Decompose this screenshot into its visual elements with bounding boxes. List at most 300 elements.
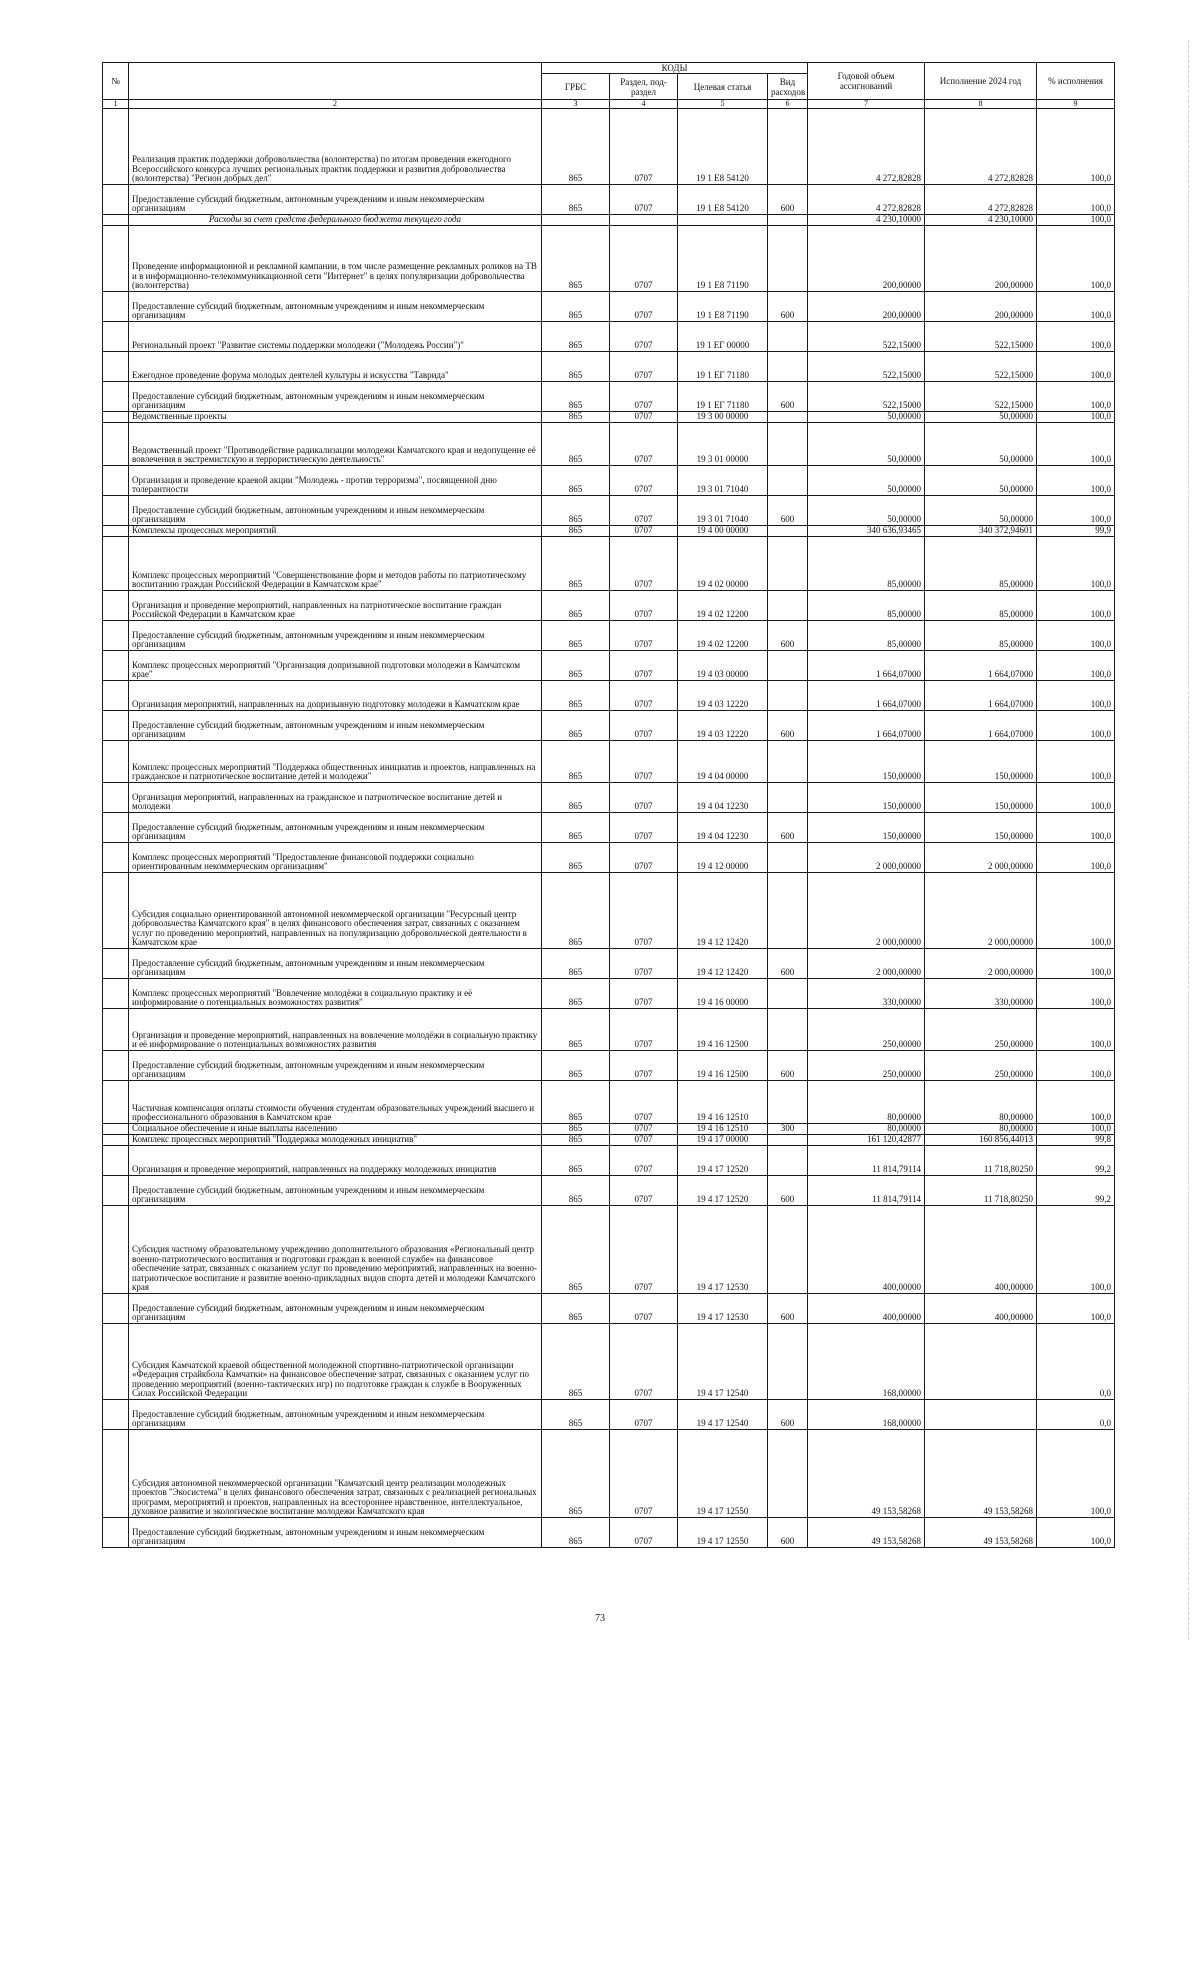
percent-cell: 100,0 <box>1037 185 1115 215</box>
table-row <box>103 1051 1115 1081</box>
expense-type-cell <box>768 873 808 949</box>
table-row <box>103 711 1115 741</box>
section-cell: 0707 <box>610 979 678 1009</box>
target-cell: 19 3 01 00000 <box>678 423 768 466</box>
grbs-cell: 865 <box>542 1206 610 1294</box>
expense-type-cell: 600 <box>768 949 808 979</box>
table-row <box>103 185 1115 215</box>
percent-cell: 100,0 <box>1037 813 1115 843</box>
execution-cell: 1 664,07000 <box>925 651 1037 681</box>
grbs-cell: 865 <box>542 783 610 813</box>
table-row <box>103 1324 1115 1400</box>
plan-cell: 2 000,00000 <box>808 843 925 873</box>
target-cell: 19 4 17 12540 <box>678 1324 768 1400</box>
expense-type-cell <box>768 1324 808 1400</box>
plan-cell: 340 636,93465 <box>808 526 925 537</box>
table-row <box>103 466 1115 496</box>
target-cell: 19 1 Е8 71190 <box>678 292 768 322</box>
grbs-cell: 865 <box>542 1294 610 1324</box>
execution-cell: 80,00000 <box>925 1081 1037 1124</box>
percent-cell: 100,0 <box>1037 412 1115 423</box>
expense-type-cell <box>768 1146 808 1176</box>
percent-cell: 100,0 <box>1037 949 1115 979</box>
plan-cell: 1 664,07000 <box>808 711 925 741</box>
grbs-cell: 865 <box>542 1518 610 1548</box>
grbs-cell: 865 <box>542 526 610 537</box>
expense-type-cell <box>768 423 808 466</box>
section-cell: 0707 <box>610 496 678 526</box>
target-cell: 19 4 03 12220 <box>678 681 768 711</box>
target-cell: 19 4 12 12420 <box>678 949 768 979</box>
target-cell: 19 4 17 12520 <box>678 1146 768 1176</box>
expense-type-cell: 600 <box>768 1400 808 1430</box>
execution-cell <box>925 1400 1037 1430</box>
num-cell <box>103 1135 129 1146</box>
section-cell: 0707 <box>610 621 678 651</box>
target-cell: 19 4 17 12530 <box>678 1206 768 1294</box>
percent-cell: 100,0 <box>1037 711 1115 741</box>
plan-cell: 250,00000 <box>808 1051 925 1081</box>
percent-cell: 100,0 <box>1037 741 1115 783</box>
description-cell: Ежегодное проведение форума молодых деятелей культуры и искусства "Таврида" <box>129 352 542 382</box>
percent-cell: 100,0 <box>1037 873 1115 949</box>
grbs-cell: 865 <box>542 813 610 843</box>
plan-cell: 85,00000 <box>808 591 925 621</box>
target-cell: 19 1 Е8 71190 <box>678 226 768 292</box>
plan-cell: 80,00000 <box>808 1081 925 1124</box>
grbs-cell: 865 <box>542 741 610 783</box>
description-cell: Организация мероприятий, направленных на допризывную подготовку молодежи в Камчатском крае <box>129 681 542 711</box>
num-cell <box>103 681 129 711</box>
num-cell <box>103 292 129 322</box>
num-cell <box>103 813 129 843</box>
description-cell: Организация и проведение мероприятий, направленных на патриотическое воспитание граждан Российской Федерации в Камчатском крае <box>129 591 542 621</box>
target-cell: 19 4 17 12550 <box>678 1518 768 1548</box>
num-cell <box>103 423 129 466</box>
execution-cell <box>925 1324 1037 1400</box>
section-cell: 0707 <box>610 109 678 185</box>
plan-cell: 200,00000 <box>808 226 925 292</box>
grbs-cell <box>542 215 610 226</box>
expense-type-cell <box>768 843 808 873</box>
description-cell: Субсидия социально ориентированной автономной некоммерческой организации "Ресурсный центр добровольчества Камчатского края" в целях финансового обеспечения затрат, связанных с оказанием услуг по проведению мероприятий, направленных на популяризацию добровольческой деятельности в Камчатском крае <box>129 873 542 949</box>
percent-cell: 0,0 <box>1037 1324 1115 1400</box>
scan-edge-line <box>1188 40 1189 1640</box>
section-cell <box>610 215 678 226</box>
description-cell: Субсидия частному образовательному учреждению дополнительного образования «Региональный центр военно-патриотического воспитания и подготовки граждан к военной службе» на финансовое обеспечение затрат, связанных с оказанием услуг по проведению мероприятий, направленных на военно-патриотическое воспитание и развитие военно-прикладных видов спорта детей и молодежи Камчатского края <box>129 1206 542 1294</box>
plan-cell: 2 000,00000 <box>808 949 925 979</box>
num-cell <box>103 1081 129 1124</box>
description-cell: Предоставление субсидий бюджетным, автономным учреждениям и иным некоммерческим организациям <box>129 382 542 412</box>
percent-cell: 100,0 <box>1037 1124 1115 1135</box>
grbs-cell: 865 <box>542 651 610 681</box>
execution-cell: 50,00000 <box>925 496 1037 526</box>
section-cell: 0707 <box>610 591 678 621</box>
section-cell: 0707 <box>610 423 678 466</box>
num-cell <box>103 1294 129 1324</box>
num-cell <box>103 1009 129 1051</box>
grbs-cell: 865 <box>542 352 610 382</box>
execution-cell: 80,00000 <box>925 1124 1037 1135</box>
expense-type-cell: 600 <box>768 185 808 215</box>
num-cell <box>103 1146 129 1176</box>
grbs-cell: 865 <box>542 382 610 412</box>
expense-type-cell: 300 <box>768 1124 808 1135</box>
plan-cell: 200,00000 <box>808 292 925 322</box>
description-cell: Социальное обеспечение и иные выплаты населению <box>129 1124 542 1135</box>
table-row <box>103 843 1115 873</box>
target-cell: 19 4 17 00000 <box>678 1135 768 1146</box>
expense-type-cell <box>768 537 808 591</box>
execution-cell: 522,15000 <box>925 352 1037 382</box>
num-cell <box>103 1324 129 1400</box>
table-row <box>103 979 1115 1009</box>
description-cell: Комплекс процессных мероприятий "Организация допризывной подготовки молодежи в Камчатском крае" <box>129 651 542 681</box>
description-cell: Предоставление субсидий бюджетным, автономным учреждениям и иным некоммерческим организациям <box>129 1176 542 1206</box>
plan-cell: 150,00000 <box>808 741 925 783</box>
header-grbs: ГРБС <box>542 74 610 100</box>
percent-cell: 100,0 <box>1037 1430 1115 1518</box>
description-cell: Предоставление субсидий бюджетным, автономным учреждениям и иным некоммерческим организациям <box>129 1051 542 1081</box>
grbs-cell: 865 <box>542 466 610 496</box>
description-cell: Проведение информационной и рекламной кампании, в том числе размещение рекламных роликов на ТВ и в информационно-телекоммуникационной сети "Интернет" в целях популяризации добровольчества (волонтерства) <box>129 226 542 292</box>
header-description <box>129 63 542 100</box>
target-cell: 19 3 00 00000 <box>678 412 768 423</box>
col-number: 9 <box>1037 100 1115 109</box>
plan-cell: 250,00000 <box>808 1009 925 1051</box>
section-cell: 0707 <box>610 813 678 843</box>
table-row <box>103 537 1115 591</box>
execution-cell: 200,00000 <box>925 226 1037 292</box>
expense-type-cell <box>768 681 808 711</box>
execution-cell: 1 664,07000 <box>925 681 1037 711</box>
grbs-cell: 865 <box>542 292 610 322</box>
num-cell <box>103 382 129 412</box>
target-cell: 19 4 00 00000 <box>678 526 768 537</box>
target-cell: 19 4 12 12420 <box>678 873 768 949</box>
section-cell: 0707 <box>610 466 678 496</box>
target-cell: 19 4 04 12230 <box>678 783 768 813</box>
percent-cell: 100,0 <box>1037 226 1115 292</box>
percent-cell: 100,0 <box>1037 1081 1115 1124</box>
percent-cell: 99,8 <box>1037 1135 1115 1146</box>
grbs-cell: 865 <box>542 1430 610 1518</box>
execution-cell: 49 153,58268 <box>925 1518 1037 1548</box>
execution-cell: 400,00000 <box>925 1206 1037 1294</box>
percent-cell: 100,0 <box>1037 843 1115 873</box>
percent-cell: 100,0 <box>1037 651 1115 681</box>
num-cell <box>103 526 129 537</box>
plan-cell: 11 814,79114 <box>808 1176 925 1206</box>
budget-report-sheet <box>102 62 1114 1548</box>
execution-cell: 250,00000 <box>925 1009 1037 1051</box>
plan-cell: 330,00000 <box>808 979 925 1009</box>
expense-type-cell: 600 <box>768 1294 808 1324</box>
plan-cell: 49 153,58268 <box>808 1518 925 1548</box>
execution-cell: 522,15000 <box>925 322 1037 352</box>
description-cell: Комплекс процессных мероприятий "Поддержка общественных инициатив и проектов, направленных на гражданское и патриотическое воспитание детей и молодежи" <box>129 741 542 783</box>
table-row <box>103 292 1115 322</box>
execution-cell: 85,00000 <box>925 591 1037 621</box>
description-cell: Организация и проведение мероприятий, направленных на вовлечение молодёжи в социальную практику и её информирование о потенциальных возможностях развития <box>129 1009 542 1051</box>
expense-type-cell <box>768 526 808 537</box>
grbs-cell: 865 <box>542 873 610 949</box>
percent-cell: 100,0 <box>1037 621 1115 651</box>
plan-cell: 168,00000 <box>808 1400 925 1430</box>
plan-cell: 4 230,10000 <box>808 215 925 226</box>
section-cell: 0707 <box>610 949 678 979</box>
grbs-cell: 865 <box>542 1081 610 1124</box>
percent-cell: 100,0 <box>1037 979 1115 1009</box>
description-cell: Ведомственный проект "Противодействие радикализации молодежи Камчатского края и недопущение её вовлечения в экстремистскую и террористическую деятельность" <box>129 423 542 466</box>
table-row <box>103 1081 1115 1124</box>
grbs-cell: 865 <box>542 226 610 292</box>
grbs-cell: 865 <box>542 496 610 526</box>
num-cell <box>103 591 129 621</box>
table-row <box>103 1176 1115 1206</box>
execution-cell: 2 000,00000 <box>925 873 1037 949</box>
target-cell: 19 4 16 12510 <box>678 1081 768 1124</box>
grbs-cell: 865 <box>542 1146 610 1176</box>
table-row <box>103 681 1115 711</box>
expense-type-cell <box>768 1206 808 1294</box>
plan-cell: 2 000,00000 <box>808 873 925 949</box>
plan-cell: 400,00000 <box>808 1206 925 1294</box>
execution-cell: 4 272,82828 <box>925 185 1037 215</box>
table-row <box>103 322 1115 352</box>
expense-type-cell <box>768 1009 808 1051</box>
grbs-cell: 865 <box>542 843 610 873</box>
execution-cell: 11 718,80250 <box>925 1146 1037 1176</box>
description-cell: Предоставление субсидий бюджетным, автономным учреждениям и иным некоммерческим организациям <box>129 496 542 526</box>
plan-cell: 85,00000 <box>808 537 925 591</box>
section-cell: 0707 <box>610 1294 678 1324</box>
execution-cell: 50,00000 <box>925 466 1037 496</box>
num-cell <box>103 843 129 873</box>
execution-cell: 150,00000 <box>925 783 1037 813</box>
grbs-cell: 865 <box>542 1009 610 1051</box>
section-cell: 0707 <box>610 1009 678 1051</box>
col-number: 1 <box>103 100 129 109</box>
section-cell: 0707 <box>610 1400 678 1430</box>
percent-cell: 100,0 <box>1037 591 1115 621</box>
expense-type-cell <box>768 322 808 352</box>
percent-cell: 100,0 <box>1037 322 1115 352</box>
grbs-cell: 865 <box>542 979 610 1009</box>
header-expense-type: Вид расходов <box>768 74 808 100</box>
expense-type-cell <box>768 783 808 813</box>
expense-type-cell: 600 <box>768 496 808 526</box>
num-cell <box>103 1400 129 1430</box>
expense-type-cell: 600 <box>768 813 808 843</box>
num-cell <box>103 496 129 526</box>
execution-cell: 1 664,07000 <box>925 711 1037 741</box>
execution-cell: 340 372,94601 <box>925 526 1037 537</box>
table-row <box>103 1124 1115 1135</box>
table-row <box>103 1430 1115 1518</box>
target-cell: 19 1 Е8 54120 <box>678 185 768 215</box>
num-cell <box>103 651 129 681</box>
grbs-cell: 865 <box>542 621 610 651</box>
description-cell: Организация мероприятий, направленных на гражданское и патриотическое воспитание детей и молодежи <box>129 783 542 813</box>
execution-cell: 150,00000 <box>925 741 1037 783</box>
num-cell <box>103 226 129 292</box>
section-cell: 0707 <box>610 1518 678 1548</box>
header-execution: Исполнение 2024 год <box>925 63 1037 100</box>
percent-cell: 100,0 <box>1037 109 1115 185</box>
num-cell <box>103 352 129 382</box>
table-row <box>103 109 1115 185</box>
percent-cell: 100,0 <box>1037 466 1115 496</box>
plan-cell: 85,00000 <box>808 621 925 651</box>
description-cell: Расходы за счет средств федерального бюджета текущего года <box>129 215 542 226</box>
section-cell: 0707 <box>610 226 678 292</box>
section-cell: 0707 <box>610 1135 678 1146</box>
expense-type-cell <box>768 466 808 496</box>
table-row <box>103 226 1115 292</box>
plan-cell: 150,00000 <box>808 783 925 813</box>
table-row <box>103 412 1115 423</box>
num-cell <box>103 215 129 226</box>
table-row <box>103 949 1115 979</box>
table-row <box>103 496 1115 526</box>
num-cell <box>103 412 129 423</box>
expense-type-cell: 600 <box>768 621 808 651</box>
expense-type-cell <box>768 109 808 185</box>
target-cell: 19 1 ЕГ 71180 <box>678 352 768 382</box>
section-cell: 0707 <box>610 1324 678 1400</box>
plan-cell: 4 272,82828 <box>808 109 925 185</box>
num-cell <box>103 711 129 741</box>
expense-type-cell <box>768 412 808 423</box>
expense-type-cell: 600 <box>768 711 808 741</box>
plan-cell: 1 664,07000 <box>808 651 925 681</box>
plan-cell: 50,00000 <box>808 423 925 466</box>
section-cell: 0707 <box>610 843 678 873</box>
description-cell: Предоставление субсидий бюджетным, автономным учреждениям и иным некоммерческим организациям <box>129 185 542 215</box>
description-cell: Организация и проведение краевой акции "Молодежь - против терроризма", посвященной дню толерантности <box>129 466 542 496</box>
plan-cell: 49 153,58268 <box>808 1430 925 1518</box>
execution-cell: 4 272,82828 <box>925 109 1037 185</box>
section-cell: 0707 <box>610 537 678 591</box>
section-cell: 0707 <box>610 1081 678 1124</box>
description-cell: Предоставление субсидий бюджетным, автономным учреждениям и иным некоммерческим организациям <box>129 813 542 843</box>
description-cell: Субсидия автономной некоммерческой организации "Камчатский центр реализации молодежных проектов "Экосистема" в целях финансового обеспечения затрат, связанных с реализацией региональных программ, мероприятий и проектов, направленных на всестороннее нравственное, интеллектуальное, духовное развитие и экологическое воспитание молодежи Камчатского края <box>129 1430 542 1518</box>
target-cell: 19 1 ЕГ 00000 <box>678 322 768 352</box>
expense-type-cell <box>768 1430 808 1518</box>
execution-cell: 49 153,58268 <box>925 1430 1037 1518</box>
expense-type-cell: 600 <box>768 1051 808 1081</box>
table-row <box>103 1206 1115 1294</box>
expense-type-cell <box>768 352 808 382</box>
table-row <box>103 382 1115 412</box>
section-cell: 0707 <box>610 185 678 215</box>
header-section: Раздел, под-раздел <box>610 74 678 100</box>
expense-type-cell <box>768 591 808 621</box>
plan-cell: 1 664,07000 <box>808 681 925 711</box>
header-target: Целевая статья <box>678 74 768 100</box>
expense-type-cell <box>768 226 808 292</box>
execution-cell: 4 230,10000 <box>925 215 1037 226</box>
grbs-cell: 865 <box>542 591 610 621</box>
section-cell: 0707 <box>610 1051 678 1081</box>
percent-cell: 100,0 <box>1037 292 1115 322</box>
section-cell: 0707 <box>610 651 678 681</box>
table-row <box>103 423 1115 466</box>
grbs-cell: 865 <box>542 322 610 352</box>
plan-cell: 400,00000 <box>808 1294 925 1324</box>
table-row <box>103 741 1115 783</box>
target-cell: 19 4 02 12200 <box>678 591 768 621</box>
num-cell <box>103 621 129 651</box>
description-cell: Комплекс процессных мероприятий "Совершенствование форм и методов работы по патриотическому воспитанию граждан Российской Федерации в Камчатском крае" <box>129 537 542 591</box>
execution-cell: 11 718,80250 <box>925 1176 1037 1206</box>
num-cell <box>103 1518 129 1548</box>
description-cell: Предоставление субсидий бюджетным, автономным учреждениям и иным некоммерческим организациям <box>129 949 542 979</box>
expense-type-cell <box>768 979 808 1009</box>
target-cell: 19 4 17 12520 <box>678 1176 768 1206</box>
table-row <box>103 1135 1115 1146</box>
section-cell: 0707 <box>610 352 678 382</box>
section-cell: 0707 <box>610 292 678 322</box>
col-number: 7 <box>808 100 925 109</box>
description-cell: Предоставление субсидий бюджетным, автономным учреждениям и иным некоммерческим организациям <box>129 1518 542 1548</box>
target-cell: 19 4 16 00000 <box>678 979 768 1009</box>
grbs-cell: 865 <box>542 185 610 215</box>
execution-cell: 50,00000 <box>925 412 1037 423</box>
num-cell <box>103 783 129 813</box>
section-cell: 0707 <box>610 741 678 783</box>
description-cell: Реализация практик поддержки добровольчества (волонтерства) по итогам проведения ежегодного Всероссийского конкурса лучших региональных практик поддержки и развития добровольчества (волонтерства) "Регион добрых дел" <box>129 109 542 185</box>
grbs-cell: 865 <box>542 1324 610 1400</box>
percent-cell: 100,0 <box>1037 352 1115 382</box>
target-cell: 19 3 01 71040 <box>678 496 768 526</box>
target-cell: 19 4 03 00000 <box>678 651 768 681</box>
percent-cell: 100,0 <box>1037 1009 1115 1051</box>
grbs-cell: 865 <box>542 681 610 711</box>
percent-cell: 99,2 <box>1037 1176 1115 1206</box>
table-row <box>103 1294 1115 1324</box>
section-cell: 0707 <box>610 1430 678 1518</box>
expense-type-cell: 600 <box>768 292 808 322</box>
target-cell: 19 1 ЕГ 71180 <box>678 382 768 412</box>
description-cell: Комплексы процессных мероприятий <box>129 526 542 537</box>
section-cell: 0707 <box>610 711 678 741</box>
target-cell: 19 4 16 12510 <box>678 1124 768 1135</box>
num-cell <box>103 741 129 783</box>
table-row <box>103 651 1115 681</box>
num-cell <box>103 109 129 185</box>
percent-cell: 100,0 <box>1037 496 1115 526</box>
execution-cell: 400,00000 <box>925 1294 1037 1324</box>
grbs-cell: 865 <box>542 1051 610 1081</box>
expense-type-cell: 600 <box>768 1518 808 1548</box>
description-cell: Частичная компенсация оплаты стоимости обучения студентам образовательных учреждений высшего и профессионального образования в Камчатском крае <box>129 1081 542 1124</box>
description-cell: Субсидия Камчатской краевой общественной молодежной спортивно-патриотической организации «Федерация страйкбола Камчатки» на финансовое обеспечение затрат, связанных с оказанием услуг по проведению мероприятий (военно-тактических игр) по подготовке граждан к службе в Вооруженных Силах Российской Федерации <box>129 1324 542 1400</box>
col-number: 2 <box>129 100 542 109</box>
target-cell: 19 4 02 00000 <box>678 537 768 591</box>
percent-cell: 99,9 <box>1037 526 1115 537</box>
table-row <box>103 215 1115 226</box>
num-cell <box>103 949 129 979</box>
col-number: 3 <box>542 100 610 109</box>
plan-cell: 168,00000 <box>808 1324 925 1400</box>
col-number: 4 <box>610 100 678 109</box>
section-cell: 0707 <box>610 1146 678 1176</box>
percent-cell: 100,0 <box>1037 681 1115 711</box>
target-cell: 19 4 12 00000 <box>678 843 768 873</box>
target-cell: 19 4 03 12220 <box>678 711 768 741</box>
